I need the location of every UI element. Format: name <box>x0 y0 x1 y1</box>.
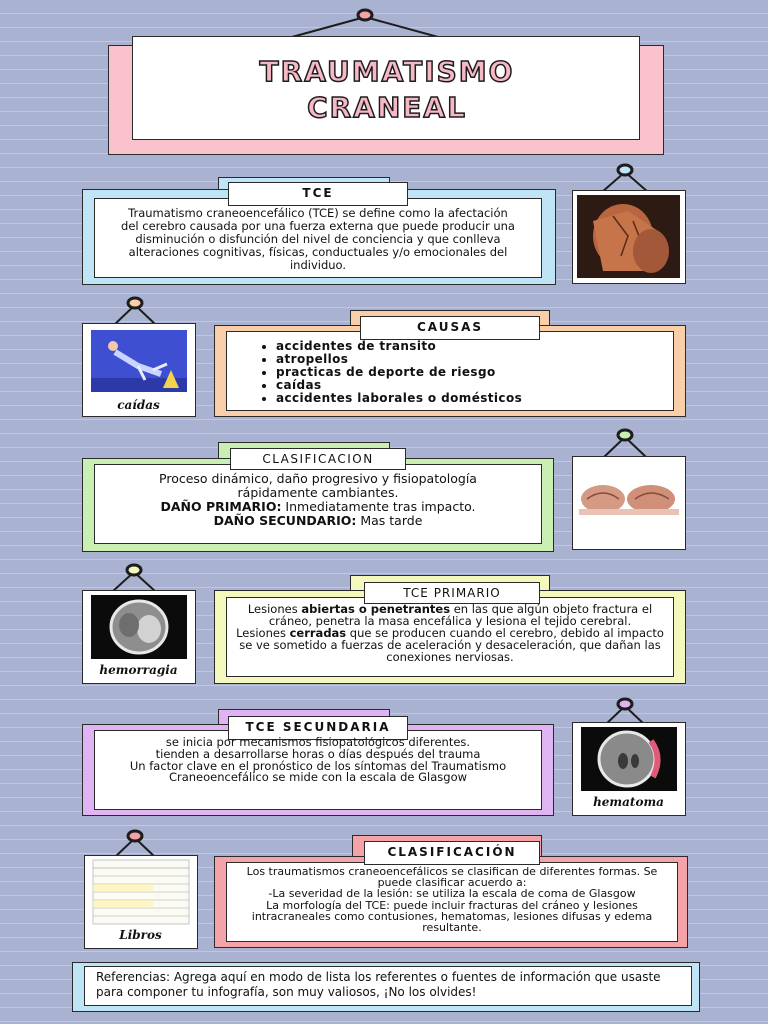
title-line-2: CRANEAL <box>307 91 467 124</box>
dano-secundario-label: DAÑO SECUNDARIO: <box>213 513 357 528</box>
clasificacion-photo-frame <box>572 456 686 550</box>
clasificacion-tab: CLASIFICACION <box>230 448 406 470</box>
title-text <box>133 37 641 141</box>
secundaria-tab: TCE SECUNDARIA <box>228 716 408 740</box>
causas-tab: CAUSAS <box>360 316 540 340</box>
clasificacion-line1: Proceso dinámico, daño progresivo y fisiopatología rápidamente cambiantes. <box>159 472 477 500</box>
primario-p2-a: Lesiones <box>236 626 290 640</box>
causa-item: • practicas de deporte de riesgo <box>276 366 666 379</box>
clasificacion2-photo-frame <box>84 855 198 949</box>
primario-image-hanger <box>108 560 168 594</box>
secundaria-image-caption: hematoma <box>593 795 664 809</box>
secundaria-line3: Un factor clave en el pronóstico de los síntomas del Traumatismo Craneoencefálico se mide con la escala de Glasgow <box>129 758 507 785</box>
dano-secundario-text: Mas tarde <box>356 513 423 528</box>
secundaria-photo-frame <box>572 722 686 816</box>
head-pain-image <box>573 191 684 282</box>
dano-primario-text: Inmediatamente tras impacto. <box>281 499 476 514</box>
clasificacion2-line1: Los traumatismos craneoencefálicos se clasifican de diferentes formas. Se puede clasificar acuerdo a: <box>246 866 658 890</box>
tce-image-hanger <box>598 160 668 194</box>
secundaria-line1: se inicia por mecanismos fisiopatológicos diferentes. <box>165 737 471 749</box>
title-card <box>132 36 640 140</box>
clasificacion2-line2: -La severidad de la lesión: se utiliza la escala de coma de Glasgow <box>268 887 636 901</box>
glasgow-scale-table-image <box>85 856 196 928</box>
clasificacion-image-hanger <box>600 425 660 459</box>
tce-photo-frame <box>572 190 686 284</box>
clasificacion2-line3: La morfología del TCE: puede incluir fracturas del cráneo y lesiones intracraneales como contusiones, hematomas, lesiones difusas y edema resultante. <box>251 898 653 935</box>
clasificacion2-tab: CLASIFICACIÓN <box>364 841 540 865</box>
primario-text <box>228 603 672 675</box>
ct-scan-hemorrhage-image <box>83 591 194 659</box>
title-line-1: TRAUMATISMO <box>259 55 515 88</box>
fall-illustration <box>83 324 194 394</box>
referencias-text: Referencias: Agrega aquí en modo de lista los referentes o fuentes de información que usaste para componer tu infografía, son muy valiosos, ¡No los olvides! <box>96 970 661 999</box>
clasificacion2-image-caption: Libros <box>119 928 162 942</box>
brain-injury-image <box>573 457 684 548</box>
primario-tab: TCE PRIMARIO <box>364 582 540 604</box>
causa-item: • caídas <box>276 379 666 392</box>
causa-item: • atropellos <box>276 353 666 366</box>
causa-item: • accidentes de transito <box>276 340 666 353</box>
causa-item: • accidentes laborales o domésticos <box>276 392 666 405</box>
secundaria-line2: tienden a desarrollarse horas o días después del trauma <box>155 746 481 761</box>
primario-p2-bold: cerradas <box>289 626 347 640</box>
primario-image-caption: hemorragia <box>99 663 178 677</box>
secundaria-text <box>110 737 526 807</box>
tce-definition: Traumatismo craneoencefálico (TCE) se define como la afectación del cerebro causada por una fuerza externa que puede producir una disminución o disfunción del nivel de conciencia y que conlleva alteraciones cognitivas, físicas, conductuales y/o emocionales del individuo. <box>121 207 515 272</box>
causas-image-caption: caídas <box>117 398 160 412</box>
clasificacion-text <box>118 472 518 542</box>
primario-p1-a: Lesiones <box>247 603 302 616</box>
ct-scan-hematoma-image <box>573 723 684 793</box>
causas-list <box>246 340 666 406</box>
dano-primario-label: DAÑO PRIMARIO: <box>160 499 282 514</box>
primario-photo-frame <box>82 590 196 684</box>
causas-photo-frame <box>82 323 196 417</box>
primario-p1-bold: abiertas o penetrantes <box>301 603 451 616</box>
clasificacion2-text <box>234 866 670 938</box>
tce-tab: TCE <box>228 182 408 206</box>
primario-p2-c: que se producen cuando el cerebro, debido al impacto se ve sometido a fuerzas de aceleración y desaceleración, que dañan las conexiones nerviosas. <box>239 626 664 664</box>
primario-p1-c: en las que algún objeto fractura el cráneo, penetra la masa encefálica y lesiona el tejido cerebral. <box>268 603 653 628</box>
